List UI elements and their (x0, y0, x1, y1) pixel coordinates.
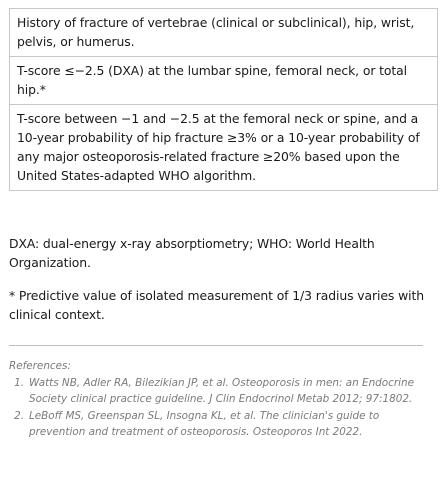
reference-text: LeBoff MS, Greenspan SL, Insogna KL, et al. The clinician's guide to prevention and treatment of osteoporosis. Osteoporos Int 2022. (29, 410, 380, 438)
reference-item (9, 408, 439, 440)
criteria-row-t-score-frax: T-score between −1 and −2.5 at the femoral neck or spine, and a 10-year probability of hip fracture ≥3% or a 10-year probability of any major osteoporosis-related fracture ≥20% based upon the United States-adapted WHO algorithm. (10, 104, 437, 190)
reference-number: 2. (14, 410, 24, 422)
references-section (9, 358, 439, 441)
references-list (9, 375, 439, 440)
criteria-table (9, 8, 438, 191)
reference-text: Watts NB, Adler RA, Bilezikian JP, et al. Osteoporosis in men: an Endocrine Society clinical practice guideline. J Clin Endocrinol Metab 2012; 97:1802. (29, 377, 414, 405)
reference-number: 1. (14, 377, 24, 389)
divider (9, 345, 423, 346)
criteria-row-t-score-low: T-score ≤−2.5 (DXA) at the lumbar spine, femoral neck, or total hip.* (10, 56, 437, 104)
footnote: * Predictive value of isolated measurement of 1/3 radius varies with clinical context. (9, 288, 424, 322)
references-heading: References: (9, 360, 71, 372)
reference-item (9, 375, 439, 407)
criteria-row-fracture-history: History of fracture of vertebrae (clinical or subclinical), hip, wrist, pelvis, or humerus. (17, 15, 415, 49)
abbreviations-note: DXA: dual-energy x-ray absorptiometry; WHO: World Health Organization. (9, 236, 375, 270)
